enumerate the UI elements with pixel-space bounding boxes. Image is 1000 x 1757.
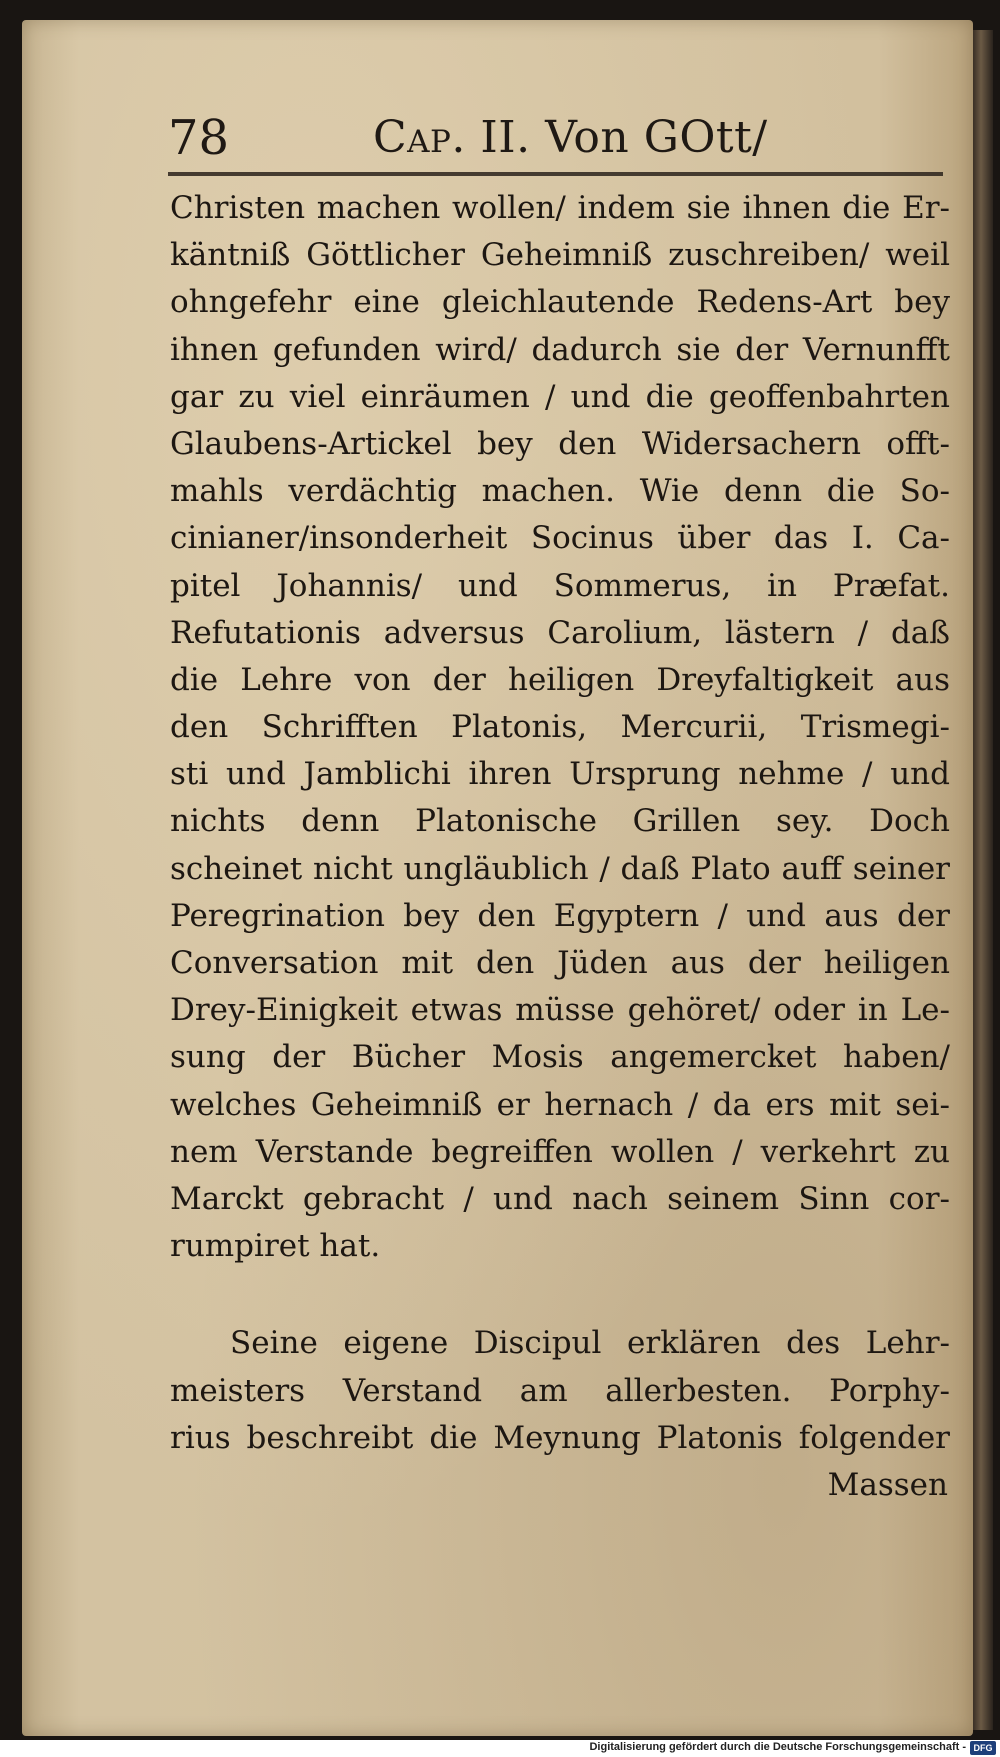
- text-line: gar zu viel einräumen / und die geoffenbahrten: [170, 378, 950, 415]
- running-head-title: II. Von GOtt/: [480, 112, 768, 163]
- text-line: Christen machen wollen/ indem sie ihnen die Er-: [170, 190, 950, 226]
- text-line: Marckt gebracht / und nach seinem Sinn cor-: [170, 1180, 950, 1217]
- text-line: den Schrifften Platonis, Mercurii, Trismegi-: [170, 709, 950, 746]
- text-line: scheinet nicht ungläublich / daß Plato auff seiner: [170, 850, 950, 887]
- text-line: sti und Jamblichi ihren Ursprung nehme / und: [170, 756, 950, 793]
- body-text: [170, 185, 950, 1509]
- text-line: Glaubens-Artickel bey den Widersachern offt-: [170, 425, 950, 462]
- text-line: Conversation mit den Jüden aus der heiligen: [170, 945, 950, 981]
- paragraph-gap: [170, 1270, 950, 1320]
- text-line: welches Geheimniß er hernach / da ers mit sei-: [170, 1086, 950, 1123]
- page-edge: [973, 30, 993, 1730]
- header-rule: [168, 172, 943, 176]
- text-line: rumpiret hat.: [170, 1228, 381, 1265]
- text-line: nichts denn Platonische Grillen sey. Doch: [170, 803, 950, 840]
- text-line: mahls verdächtig machen. Wie denn die So-: [170, 473, 950, 510]
- running-head-cap: Cap.: [373, 112, 466, 163]
- text-line: Seine eigene Discipul erklären des Lehr-: [230, 1325, 950, 1362]
- page-header: [168, 108, 948, 168]
- text-line: die Lehre von der heiligen Dreyfaltigkeit aus: [170, 661, 950, 698]
- digitization-credit: Digitalisierung gefördert durch die Deutsche Forschungsgemeinschaft -: [589, 1741, 966, 1753]
- text-line: sung der Bücher Mosis angemercket haben/: [170, 1039, 950, 1076]
- running-head: [373, 108, 768, 168]
- text-line: Refutationis adversus Carolium, lästern / daß: [170, 614, 950, 651]
- text-line: ihnen gefunden wird/ dadurch sie der Vernunfft: [170, 331, 950, 368]
- dfg-logo-icon: DFG: [970, 1741, 996, 1755]
- text-line: nem Verstande begreiffen wollen / verkehrt zu: [170, 1133, 950, 1170]
- text-line: cinianer/insonderheit Socinus über das I. Ca-: [170, 520, 950, 557]
- text-line: ohngefehr eine gleichlautende Redens-Art bey: [170, 284, 950, 321]
- page-number: 78: [168, 110, 230, 166]
- text-line: käntniß Göttlicher Geheimniß zuschreiben/ weil: [170, 237, 950, 274]
- text-line: pitel Johannis/ und Sommerus, in Præfat.: [170, 567, 950, 604]
- catchword: Massen: [827, 1466, 948, 1503]
- text-line: rius beschreibt die Meynung Platonis folgender: [170, 1419, 950, 1456]
- text-line: Drey-Einigkeit etwas müsse gehöret/ oder in Le-: [170, 992, 950, 1029]
- text-line: Peregrination bey den Egyptern / und aus der: [170, 897, 950, 934]
- text-line: meisters Verstand am allerbesten. Porphy-: [170, 1372, 950, 1409]
